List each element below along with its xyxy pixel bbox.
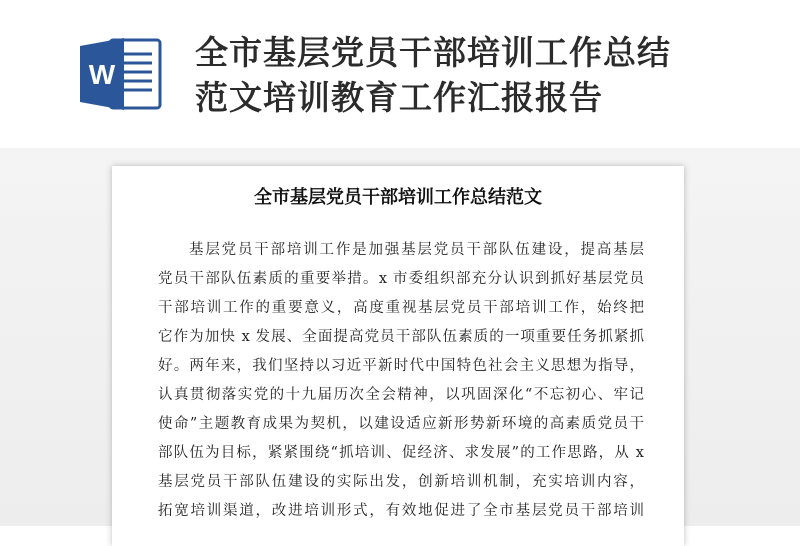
document-title-line-2: 范文培训教育工作汇报报告 [195, 78, 603, 117]
body-line: 党员干部队伍素质的重要举措。x 市委组织部充分认识到抓好基层党员 [158, 271, 644, 287]
body-line: 好。两年来，我们坚持以习近平新时代中国特色社会主义思想为指导， [158, 358, 644, 374]
page-body [158, 236, 644, 526]
word-icon [78, 36, 164, 112]
body-line: 它作为加快 x 发展、全面提高党员干部队伍素质的一项重要任务抓紧抓 [158, 329, 644, 345]
header [0, 0, 800, 150]
document-title [195, 30, 755, 120]
body-line: 拓宽培训渠道，改进培训形式，有效地促进了全市基层党员干部培训 [158, 503, 644, 519]
body-line: 干部培训工作的重要意义，高度重视基层党员干部培训工作，始终把 [158, 300, 644, 316]
body-line: 基层党员干部培训工作是加强基层党员干部队伍建设，提高基层 [189, 242, 644, 258]
body-line: 基层党员干部队伍建设的实际出发，创新培训机制，充实培训内容， [158, 474, 644, 490]
body-line: 认真贯彻落实党的十九届历次全会精神，以巩固深化“不忘初心、牢记 [158, 387, 644, 403]
body-line: 使命”主题教育成果为契机，以建设适应新形势新环境的高素质党员干 [158, 416, 644, 432]
page-heading: 全市基层党员干部培训工作总结范文 [254, 187, 542, 208]
document-page [112, 166, 684, 546]
word-logo-letter: W [88, 59, 116, 90]
body-line: 部队伍为目标，紧紧围绕“抓培训、促经济、求发展”的工作思路，从 x [158, 445, 644, 461]
document-title-line-1: 全市基层党员干部培训工作总结 [195, 33, 671, 72]
